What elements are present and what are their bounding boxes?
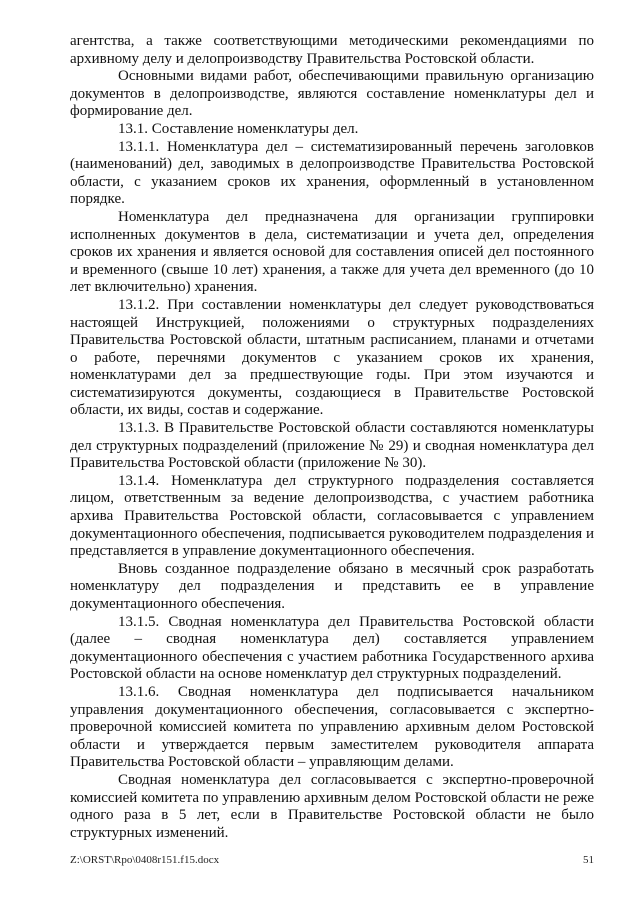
paragraph-13-1-2: 13.1.2. При составлении номенклатуры дел следует руководствоваться настоящей Инструкцией, положениями о структурных подразделениях Правительства Ростовской области, штатным расписанием, планами и отчетами о работе, перечнями документов с указанием сроков их хранения, номенклатурами дел за предшествующие годы. При этом изучаются и систематизируются документы, создающиеся в Правительстве Ростовской области, их виды, состав и содержание. — [70, 296, 594, 419]
paragraph-new-department: Вновь созданное подразделение обязано в месячный срок разработать номенклатуру дел подразделения и представить ее в управление документационного обеспечения. — [70, 560, 594, 612]
page-number: 51 — [583, 854, 594, 866]
paragraph-13-1-5: 13.1.5. Сводная номенклатура дел Правительства Ростовской области (далее – сводная номенклатура дел) составляется управлением документационного обеспечения с участием работника Государственного архива Ростовской области на основе номенклатур дел структурных подразделений. — [70, 613, 594, 683]
paragraph-13-1-3: 13.1.3. В Правительстве Ростовской области составляются номенклатуры дел структурных подразделений (приложение № 29) и сводная номенклатура дел Правительства Ростовской области (приложение № 30). — [70, 420, 594, 472]
footer-file-path: Z:\ORST\Rpo\0408r151.f15.docx — [70, 854, 220, 866]
section-heading-13-1: 13.1. Составление номенклатуры дел. — [118, 120, 359, 137]
paragraph-13-1-6: 13.1.6. Сводная номенклатура дел подписывается начальником управления документационного обеспечения, согласовывается с экспертно-проверочной комиссией комитета по управлению архивным делом Ростовской области и утверждается первым заместителем руководителя аппарата Правительства Ростовской области – управляющим делами. — [70, 683, 594, 771]
paragraph-13-1-1: 13.1.1. Номенклатура дел – систематизированный перечень заголовков (наименований) дел, заводимых в делопроизводстве Правительства Ростовской области, с указанием сроков их хранения, оформленный в установленном порядке. — [70, 138, 594, 208]
paragraph-main-work-types: Основными видами работ, обеспечивающими правильную организацию документов в делопроизводстве, являются составление номенклатуры дел и формирование дел. — [70, 68, 594, 120]
paragraph-approval-frequency: Сводная номенклатура дел согласовывается с экспертно-проверочной комиссией комитета по управлению архивным делом Ростовской области не реже одного раза в 5 лет, если в Правительстве Ростовской области не было структурных изменений. — [70, 771, 594, 841]
paragraph-nomenclature-purpose: Номенклатура дел предназначена для организации группировки исполненных документов в дела, систематизации и учета дел, определения сроков их хранения и является основой для составления описей дел постоянного и временного (свыше 10 лет) хранения, а также для учета дел временного (до 10 лет включительно) хранения. — [70, 208, 594, 296]
paragraph-continuation: агентства, а также соответствующими методическими рекомендациями по архивному делу и делопроизводству Правительства Ростовской области. — [70, 33, 594, 67]
paragraph-13-1-4: 13.1.4. Номенклатура дел структурного подразделения составляется лицом, ответственным за ведение делопроизводства, с участием работника архива Правительства Ростовской области, согласовывается с управлением документационного обеспечения, подписывается руководителем подразделения и представляется в управление документационного обеспечения. — [70, 472, 594, 560]
document-body — [70, 33, 594, 842]
